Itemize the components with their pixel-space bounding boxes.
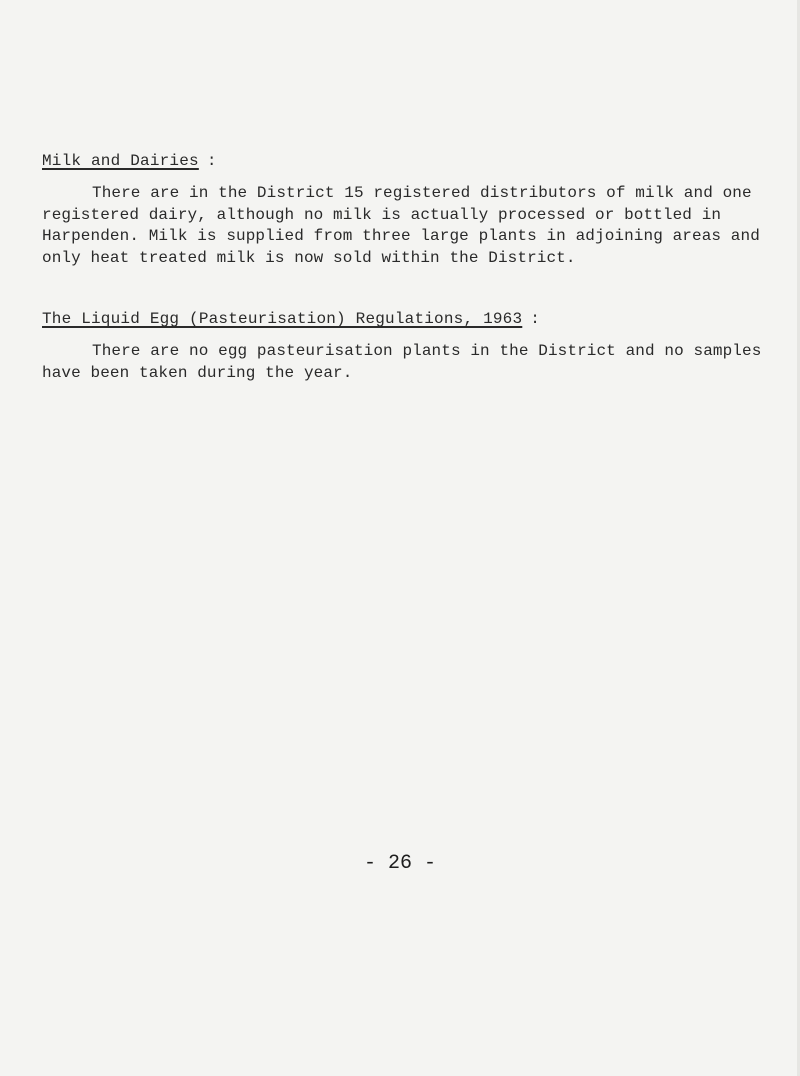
section-heading-milk-dairies — [42, 152, 217, 170]
paragraph-milk-dairies — [42, 183, 772, 269]
paragraph-liquid-egg — [42, 341, 772, 384]
section-heading-liquid-egg-regulations — [42, 310, 540, 328]
heading-colon: : — [530, 310, 541, 328]
paragraph-text: There are no egg pasteurisation plants in the District and no samples have been taken during the year. — [42, 342, 762, 382]
heading-text: The Liquid Egg (Pasteurisation) Regulations, 1963 — [42, 310, 523, 328]
heading-colon: : — [206, 152, 217, 170]
page-number: - 26 - — [363, 852, 436, 875]
paragraph-text: There are in the District 15 registered distributors of milk and one registered dairy, although no milk is actually processed or bottled in Harpenden. Milk is supplied from three large plants in adjoining areas and only heat treated milk is now sold within the District. — [42, 184, 760, 267]
heading-text: Milk and Dairies — [42, 152, 199, 170]
